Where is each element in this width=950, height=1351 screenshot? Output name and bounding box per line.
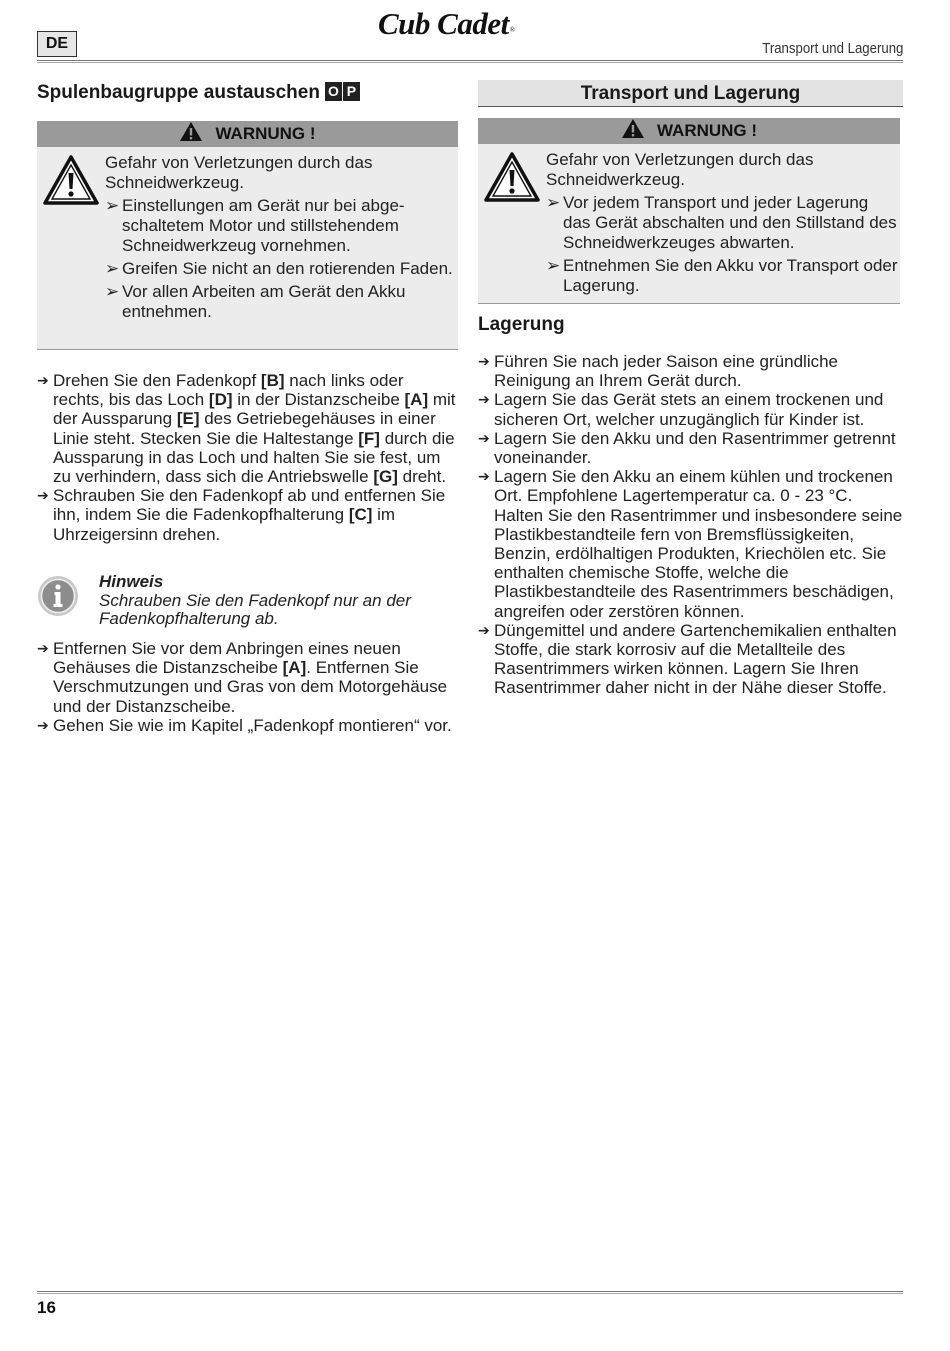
warning-small-icon: [621, 118, 645, 139]
arrow-bullet-icon: ➔: [37, 640, 49, 656]
arrow-bullet-icon: ➔: [478, 391, 490, 408]
instruction-list-2: [37, 639, 458, 735]
badge-o: O: [325, 82, 342, 101]
figure-badges: [324, 82, 360, 104]
warning-triangle-icon: [484, 152, 540, 202]
list-item: ➔ Lagern Sie den Akku und den Rasentrimmer getrennt voneinander.: [478, 428, 896, 468]
page-number: 16: [37, 1298, 56, 1317]
chevron-bullet-icon: ➢: [105, 259, 120, 278]
running-header-section: Transport und Lagerung: [761, 40, 903, 57]
list-item: ➔ Lagern Sie das Gerät stets an einem trockenen und sicheren Ort, welcher unzugänglich für Kinder ist.: [478, 390, 884, 429]
chevron-bullet-icon: ➢: [105, 196, 120, 215]
warning-box-right: [478, 118, 900, 304]
warning-item: ➢ Greifen Sie nicht an den rotierenden Faden.: [105, 259, 453, 278]
list-item: ➔ Düngemittel und andere Gartenchemikalien enthalten Stoffe, die stark korrosiv auf die Metallteile des Rasentrimmers wirken können. Lagern Sie Ihren Rasentrimmer daher nicht in der Nähe dieser Stoffe.: [478, 620, 897, 698]
warning-item: ➢ Vor allen Arbeiten am Gerät den Akku entnehmen.: [105, 282, 406, 321]
warning-header: WARNUNG !: [37, 121, 458, 147]
subsection-title-storage: Lagerung: [478, 314, 565, 335]
arrow-bullet-icon: ➔: [478, 429, 490, 446]
list-item: ➔ Führen Sie nach jeder Saison eine gründliche Reinigung an Ihrem Gerät durch.: [478, 352, 839, 391]
storage-list: [478, 352, 903, 698]
warning-item: ➢ Einstellungen am Gerät nur bei abgeschaltetem Motor und stillstehendem Schneidwerkzeug vornehmen.: [105, 196, 405, 255]
chevron-bullet-icon: ➢: [546, 256, 561, 275]
arrow-bullet-icon: ➔: [37, 372, 49, 388]
list-item: ➔ Lagern Sie den Akku an einem kühlen und trockenen Ort. Empfohlene Lagertemperatur ca. 0 - 23 °C. Halten Sie den Rasentrimmer und insbesondere seine Plastikbestandteile fern von Bremsflüssigkeiten, Benzin, erdölhaltigen Produkten, Kriechölen etc. Sie enthalten chemische Stoffe, welche die Plastikbestandteile des Rasentrimmers beschädigen, angreifen oder zerstören können.: [478, 467, 903, 621]
warning-triangle-icon: [43, 155, 99, 205]
warning-box-left: [37, 121, 458, 350]
section-title-transport: Transport und Lagerung: [478, 80, 903, 107]
arrow-bullet-icon: ➔: [37, 716, 49, 733]
brand-logo: Cub Cadet®: [378, 6, 515, 41]
list-item: ➔ Entfernen Sie vor dem Anbringen eines neuen Gehäuses die Distanzscheibe [A]. Entfernen Sie Verschmutzungen und Gras von dem Motorgehäuse und der Distanzscheibe.: [37, 639, 448, 716]
footer-divider: [37, 1291, 903, 1294]
list-item: ➔ Drehen Sie den Fadenkopf [B] nach links oder rechts, bis das Loch [D] in der Distanzscheibe [A] mit der Aussparung [E] des Getriebegehäuses in einer Linie steht. Stecken Sie die Haltestange [F] durch die Aussparung in das Loch und halten Sie sie fest, um zu verhindern, dass sich die Antriebswelle [G] dreht.: [37, 371, 456, 487]
header-divider: [37, 60, 903, 63]
arrow-bullet-icon: ➔: [478, 621, 490, 638]
arrow-bullet-icon: ➔: [478, 353, 490, 369]
language-badge: DE: [37, 31, 77, 57]
note-title: Hinweis: [99, 572, 164, 591]
chevron-bullet-icon: ➢: [546, 193, 561, 212]
arrow-bullet-icon: ➔: [478, 468, 490, 485]
note-box: [37, 573, 458, 633]
badge-p: P: [343, 82, 360, 101]
note-text: Schrauben Sie den Fadenkopf nur an der Fadenkopfhalterung ab.: [99, 590, 411, 629]
warning-small-icon: [179, 121, 203, 142]
list-item: ➔ Gehen Sie wie im Kapitel „Fadenkopf montieren“ vor.: [37, 715, 452, 735]
chevron-bullet-icon: ➢: [105, 282, 120, 301]
info-icon: [37, 575, 79, 617]
arrow-bullet-icon: ➔: [37, 487, 49, 504]
warning-intro: Gefahr von Verletzungen durch das Schneidwerkzeug.: [546, 150, 814, 189]
list-item: ➔ Schrauben Sie den Fadenkopf ab und entfernen Sie ihn, indem Sie die Fadenkopfhalterung [C] im Uhrzeigersinn drehen.: [37, 486, 446, 544]
section-title-spool: Spulenbaugruppe austauschen O P: [37, 82, 360, 104]
warning-item: ➢ Entnehmen Sie den Akku vor Transport oder Lagerung.: [546, 256, 898, 295]
instruction-list-1: [37, 371, 458, 544]
warning-item: ➢ Vor jedem Transport und jeder Lagerung das Gerät abschalten und den Stillstand des Schneidwerkzeuges abwarten.: [546, 193, 897, 252]
warning-header: WARNUNG !: [478, 118, 900, 144]
warning-intro: Gefahr von Verletzungen durch das Schneidwerkzeug.: [105, 153, 373, 192]
